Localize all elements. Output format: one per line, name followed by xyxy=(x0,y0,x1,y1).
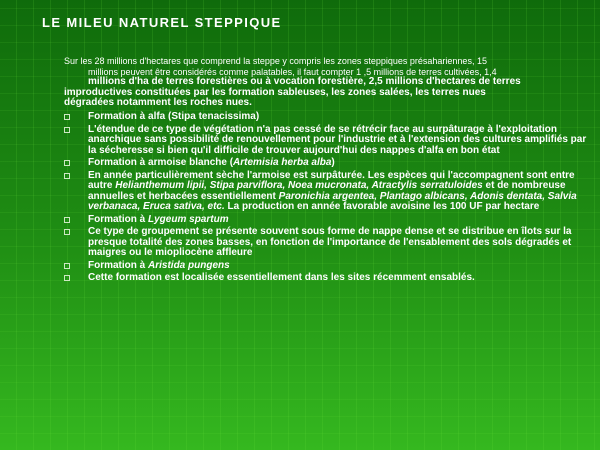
bullet-item xyxy=(64,171,594,213)
bullet-item xyxy=(64,112,594,123)
species-names: Paronichia argentea, Plantago albicans, Adonis dentata, Salvia verbanaca, Eruca sativa, etc. xyxy=(88,190,577,212)
bullet-text: ) xyxy=(331,157,335,168)
intro-line: improductives constituées par les formation sableuses, les zones salées, les terres nues xyxy=(64,86,486,98)
bullet-item xyxy=(64,273,594,284)
bullet-text: Cette formation est localisée essentiellement dans les sites récemment ensablés. xyxy=(88,272,475,283)
bullet-text: et de nombreuse annuelles et herbacées essentiellement xyxy=(88,180,566,202)
square-bullet-icon xyxy=(64,114,70,120)
species-names: Helianthemum lipii, Stipa parviflora, Noea mucronata, Atractylis serratuloides xyxy=(115,180,483,191)
bullet-item xyxy=(64,158,594,169)
square-bullet-icon xyxy=(64,127,70,133)
bullet-item xyxy=(64,227,594,259)
bullet-item xyxy=(64,261,594,272)
intro-paragraph xyxy=(64,56,586,109)
bullet-text: Formation à alfa (Stipa tenacissima) xyxy=(88,111,260,122)
square-bullet-icon xyxy=(64,160,70,166)
square-bullet-icon xyxy=(64,263,70,269)
intro-line: Sur les 28 millions d'hectares que comprend la steppe y compris les zones steppiques présahariennes, 15 xyxy=(64,56,487,66)
intro-line: dégradées notamment les roches nues. xyxy=(64,97,252,108)
intro-line: millions peuvent être considérés comme palatables, il faut compter 1 ,5 millions de terres cultivées, 1,4 xyxy=(88,66,497,77)
bullet-text: Formation à xyxy=(88,259,149,271)
bullet-list xyxy=(64,112,594,286)
square-bullet-icon xyxy=(64,275,70,281)
bullet-item xyxy=(64,125,594,157)
bullet-text: Ce type de groupement se présente souvent sous forme de nappe dense et se distribue en îlots sur la presque totalité des zones basses, en fonction de l'importance de l'ensablement des sols dégradés et maigres ou le miopliocène affleure xyxy=(88,226,572,258)
bullet-text: La production en année favorable avoisine les 100 UF par hectare xyxy=(224,201,540,212)
species-name: Artemisia herba alba xyxy=(233,157,332,168)
species-name: Aristida pungens xyxy=(148,259,230,271)
bullet-item xyxy=(64,215,594,226)
square-bullet-icon xyxy=(64,217,70,223)
square-bullet-icon xyxy=(64,229,70,235)
intro-line: millions d'ha de terres forestières ou à vocation forestière, 2,5 millions d'hectares de terres xyxy=(88,76,521,87)
square-bullet-icon xyxy=(64,173,70,179)
bullet-text: En année particulièrement sèche l'armoise est surpâturée. Les espèces qui l'accompagnent sont entre autre xyxy=(88,169,575,191)
bullet-text: L'étendue de ce type de végétation n'a pas cessé de se rétrécir face au surpâturage à l'exploitation anarchique sans possibilité de renouvellement pour l'industrie et à l'extension des cultures amplifiés par la sécheresse si bien qu'il difficile de trouver aujourd'hui des nappes d'alfa en bon état xyxy=(88,123,587,156)
species-name: Lygeum spartum xyxy=(148,213,229,225)
bullet-text: Formation à xyxy=(88,213,149,225)
bullet-text: Formation à armoise blanche ( xyxy=(88,157,234,168)
slide-title: LE MILEU NATUREL STEPPIQUE xyxy=(42,15,282,30)
